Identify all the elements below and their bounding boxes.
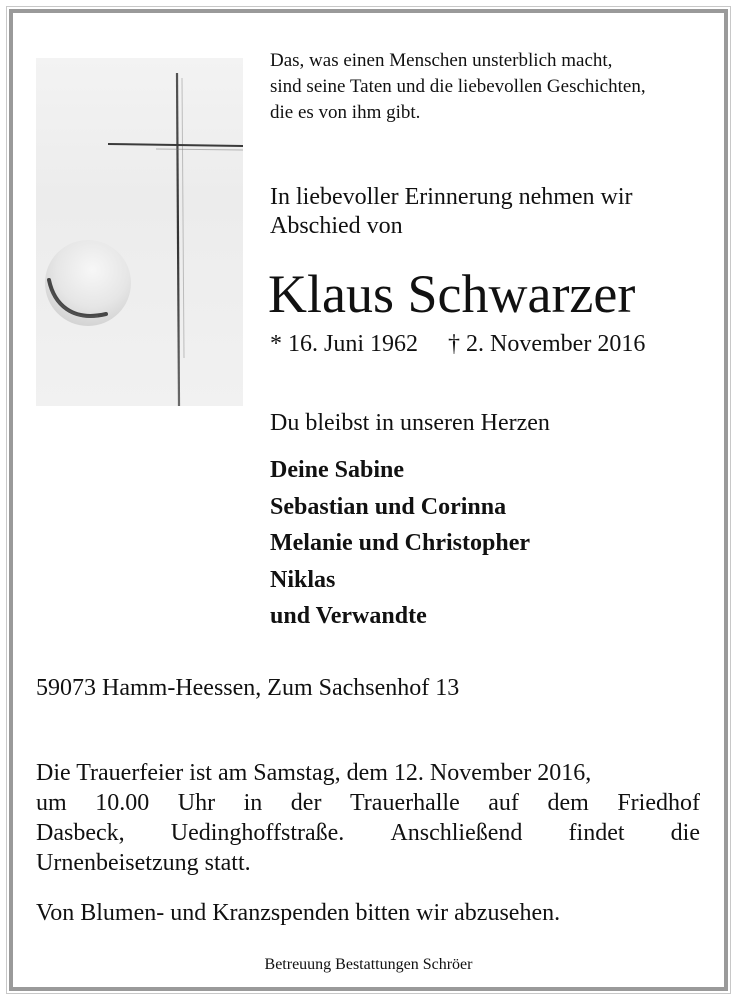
mourner-name: Sebastian und Corinna <box>270 493 507 520</box>
deceased-name: Klaus Schwarzer <box>268 264 636 324</box>
intro-line: In liebevoller Erinnerung nehmen wir <box>270 184 633 210</box>
flowers-note: Von Blumen- und Kranzspenden bitten wir abzusehen. <box>36 900 561 926</box>
intro-text <box>270 183 710 241</box>
funeral-word: Uhr <box>177 790 216 816</box>
cross-artwork <box>36 58 243 406</box>
intro-line: Abschied von <box>270 213 403 239</box>
funeral-line: Die Trauerfeier ist am Samstag, dem 12. November 2016, <box>36 760 592 786</box>
family-address: 59073 Hamm-Heessen, Zum Sachsenhof 13 <box>36 675 460 701</box>
cross-vertical <box>177 73 179 406</box>
funeral-line <box>36 788 700 818</box>
mourner-name: Deine Sabine <box>270 457 405 483</box>
funeral-details <box>36 758 700 878</box>
farewell-line: Du bleibst in unseren Herzen <box>270 410 550 436</box>
funeral-word: in <box>243 790 263 816</box>
mourners-list <box>270 452 530 635</box>
undertaker-credit: Betreuung Bestattungen Schröer <box>264 956 473 973</box>
funeral-word: Friedhof <box>617 790 700 816</box>
death-date: † 2. November 2016 <box>448 331 646 357</box>
funeral-word: dem <box>547 790 589 816</box>
mourner-name: Melanie und Christopher <box>270 530 531 556</box>
life-dates <box>270 329 645 359</box>
funeral-word: der <box>290 790 322 816</box>
funeral-word: Dasbeck, <box>36 820 125 846</box>
sphere-shape <box>45 240 131 326</box>
cross-sphere-image <box>36 58 243 406</box>
funeral-word: die <box>670 820 700 846</box>
motto-line: die es von ihm gibt. <box>270 102 421 123</box>
funeral-word: Trauerhalle <box>349 790 460 816</box>
funeral-line: Urnenbeisetzung statt. <box>36 850 251 876</box>
mourner-name: und Verwandte <box>270 603 427 629</box>
birth-date: * 16. Juni 1962 <box>270 331 419 357</box>
motto-line: Das, was einen Menschen unsterblich macht, <box>270 50 613 71</box>
funeral-word: findet <box>568 820 625 846</box>
motto-line: sind seine Taten und die liebevollen Geschichten, <box>270 76 646 97</box>
funeral-word: Anschließend <box>390 820 523 846</box>
funeral-line <box>36 818 700 848</box>
mourner-name: Niklas <box>270 566 336 593</box>
funeral-word: Uedinghoffstraße. <box>170 820 345 846</box>
motto-quote <box>270 48 710 126</box>
funeral-word: um <box>36 790 67 816</box>
funeral-word: auf <box>488 790 519 816</box>
cross-horizontal <box>108 144 243 146</box>
funeral-word: 10.00 <box>95 790 150 816</box>
